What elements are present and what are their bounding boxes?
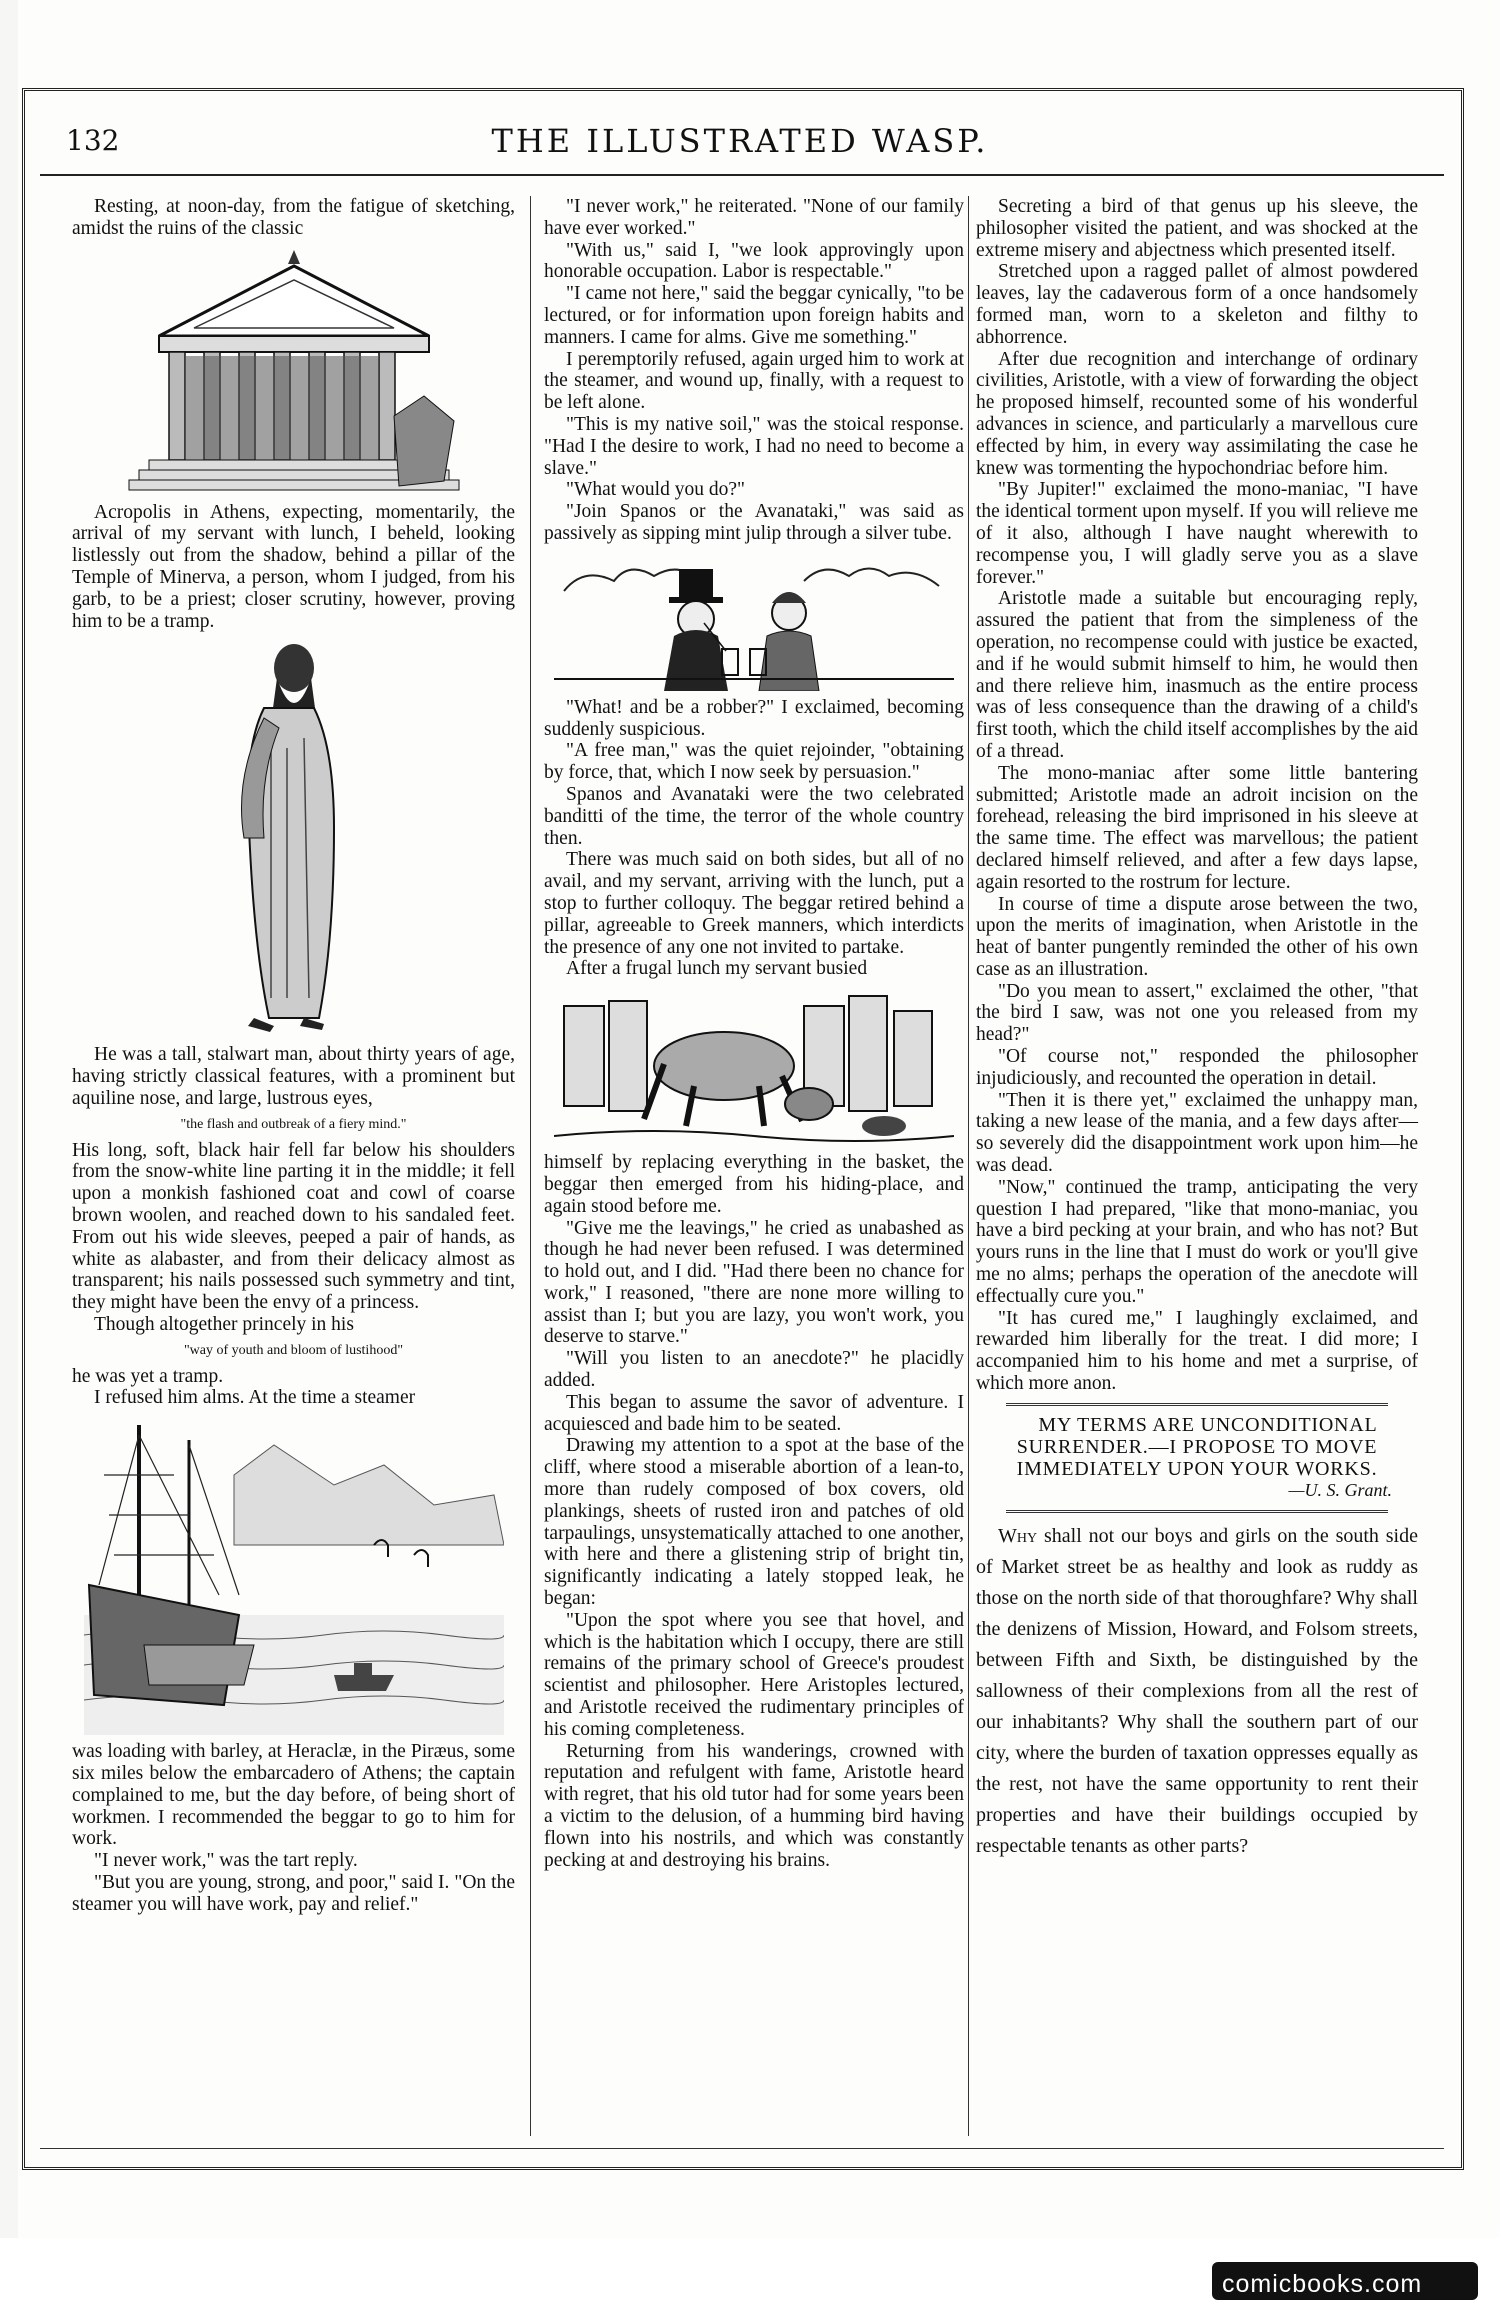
paragraph: "By Jupiter!" exclaimed the mono-maniac, "I have the identical torment upon myself. If you will relieve me of it also, although I have naught wherewith to recompense you, I will gladly serve you as a slave forever." — [976, 479, 1418, 588]
paragraph: Drawing my attention to a spot at the base of the cliff, where stood a miserable abortion of a lean-to, more than rudely composed of box covers, old plankings, sheets of rusted iron and patches of old tarpaulings, unsystematically attached to one another, with here and there a glistening strip of bright tin, significantly indicating a lately stopped leak, he began: — [544, 1435, 964, 1610]
paragraph: His long, soft, black hair fell far below his shoulders from the snow-white line parting it in the middle; it fell upon a monkish fashioned coat and cowl of coarse brown woolen, and reached down to his sandaled feet. From out his wide sleeves, peeped a pair of hands, as white as alabaster, and from their delicacy almost as transparent; his nails possessed such symmetry and tint, they might have been the envy of a princess. — [72, 1139, 515, 1314]
temple-ruins-illustration — [124, 246, 464, 496]
paragraph: "Will you listen to an anecdote?" he placidly added. — [544, 1348, 964, 1392]
column-3 — [976, 196, 1418, 1862]
editorial-lead-word: Why — [998, 1524, 1038, 1547]
paragraph: "This is my native soil," was the stoical response. "Had I the desire to work, I had no need to become a slave." — [544, 413, 964, 479]
editorial-paragraph — [976, 1521, 1418, 1862]
grant-quote-heading: MY TERMS ARE UNCONDITIONAL SURRENDER.—I PROPOSE TO MOVE IMMEDIATELY UPON YOUR WORKS. — [1016, 1413, 1378, 1480]
paragraph: I peremptorily refused, again urged him to work at the steamer, and wound up, finally, with a request to be left alone. — [544, 348, 964, 414]
paragraph: Spanos and Avanataki were the two celebrated banditti of the time, the terror of the whole country then. — [544, 783, 964, 849]
paragraph: After a frugal lunch my servant busied — [566, 958, 868, 980]
paragraph: Secreting a bird of that genus up his sleeve, the philosopher visited the patient, and was shocked at the extreme misery and abjectness which presented itself. — [976, 196, 1418, 261]
paragraph: "What! and be a robber?" I exclaimed, becoming suddenly suspicious. — [544, 696, 964, 740]
column-1 — [72, 196, 515, 1916]
editorial-section — [976, 1521, 1418, 1862]
paragraph: Returning from his wanderings, crowned with reputation and refulgent with fame, Aristotle heard with regret, that his old tutor had for some years been a victim to the delusion, of a humming bird having flown into his nostrils, and which was constantly pecking at and destroying his brains. — [544, 1740, 964, 1871]
editorial-text: shall not our boys and girls on the south side of Market street be as healthy and look as ruddy as those on the north side of that thoroughfare? Why shall the denizens of Mission, Howard, and Folsom streets, between Fifth and Sixth, be distinguished by the sallowness of their complexions from all the rest of our inhabitants? Why shall the southern part of our city, where the burden of taxation oppresses equally as the rest, not have the same opportunity to rent their properties and have their buildings occupied by respectable tenants as other parts? — [976, 1524, 1418, 1857]
paragraph: "Now," continued the tramp, anticipating the very question I had prepared, "like that mono-maniac, you have a bird pecking at your brain, and who has not? But yours runs in the line that I must do work or you'll give me no alms; perhaps the operation of the anecdote will effectually cure you." — [976, 1176, 1418, 1307]
section-divider — [1006, 1510, 1388, 1513]
footer-rule — [40, 2148, 1444, 2149]
paragraph: "With us," said I, "we look approvingly upon honorable occupation. Labor is respectable." — [544, 239, 964, 283]
paragraph: "Then it is there yet," exclaimed the unhappy man, taking a new lease of the mania, and a few days after—so severely did the disappointment work upon him—he was dead. — [976, 1089, 1418, 1177]
paragraph: "Join Spanos or the Avanataki," was said as passively as sipping mint julip through a silver tube. — [544, 501, 964, 544]
paragraph: Resting, at noon-day, from the fatigue of sketching, amidst the ruins of the classic — [72, 196, 515, 239]
page-header — [40, 124, 1440, 168]
paragraph: He was a tall, stalwart man, about thirty years of age, having strictly classical features, with a prominent but aquiline nose, and large, lustrous eyes, — [72, 1044, 515, 1109]
paragraph: This began to assume the savor of adventure. I acquiesced and bade him to be seated. — [544, 1391, 964, 1435]
paragraph: "What would you do?" — [566, 479, 745, 501]
header-rule — [40, 174, 1444, 176]
paragraph: "I never work," was the tart reply. — [94, 1850, 358, 1872]
paragraph: Though altogether princely in his — [94, 1313, 354, 1335]
paragraph: "Give me the leavings," he cried as unabashed as though he had never been refused. I was determined to hold out, and I did. "Had there been no chance for work," I reasoned, "there are none more willing to assist than I; but you are lazy, you won't work, you deserve to starve." — [544, 1217, 964, 1348]
paragraph: "I never work," he reiterated. "None of our family have ever worked." — [544, 196, 964, 239]
paragraph: After due recognition and interchange of ordinary civilities, Aristotle, with a view of forwarding the object he proposed himself, recounted some of his wonderful advances in science, and particularly a marvellous cure effected by him, in every way assimilating the case he knew was tormenting the hypochondriac before him. — [976, 348, 1418, 479]
paragraph: "I came not here," said the beggar cynically, "to be lectured, or for information upon foreign habits and manners. I came for alms. Give me something." — [544, 283, 964, 348]
paragraph: "Do you mean to assert," exclaimed the other, "that the bird I saw, was not one you released from my head?" — [976, 980, 1418, 1046]
paragraph: was loading with barley, at Heraclæ, in the Piræus, some six miles below the embarcadero of Athens; the captain complained to me, but the day before, of being short of workmen. I recommended the beggar to go to him for work. — [72, 1741, 515, 1850]
dog-fence-illustration — [554, 986, 954, 1146]
paragraph: "Of course not," responded the philosopher injudiciously, and recounted the operation in detail. — [976, 1046, 1418, 1089]
steamer-ship-illustration — [84, 1415, 504, 1735]
paragraph: In course of time a dispute arose between the two, upon the merits of imagination, when Aristotle in the heat of banter pungently reminded the other of his own case as an illustration. — [976, 893, 1418, 980]
tramp-figure-illustration — [209, 638, 379, 1038]
scan-edge — [0, 0, 18, 2308]
paragraph: The mono-maniac after some little bantering submitted; Aristotle made an adroit incision on the forehead, releasing the bird imprisoned in his sleeve at the same time. The effect was marvellous; the patient declared himself relieved, and after a few days lapse, again resorted to the rostrum for lecture. — [976, 762, 1418, 893]
paragraph: There was much said on both sides, but all of no avail, and my servant, arriving with the lunch, put a stop to further colloquy. The beggar retired behind a pillar, agreeable to Greek manners, which interdicts the presence of any one not invited to partake. — [544, 849, 964, 958]
paragraph: "But you are young, strong, and poor," said I. "On the steamer you will have work, pay and relief." — [72, 1871, 515, 1915]
paragraph: Acropolis in Athens, expecting, momentarily, the arrival of my servant with lunch, I beheld, looking listlessly out from the shadow, behind a pillar of the Temple of Minerva, a person, whom I judged, from his garb, to be a priest; closer scrutiny, however, proving him to be a tramp. — [72, 501, 515, 632]
page-number: 132 — [66, 124, 120, 157]
section-divider — [1006, 1403, 1388, 1406]
paragraph: "Upon the spot where you see that hovel, and which is the habitation which I occupy, there are still remains of the primary school of Greece's proudest scientist and philosopher. Here Aristoples lectured, and Aristotle received the rudimentary principles of his coming completeness. — [544, 1609, 964, 1740]
paragraph: Stretched upon a ragged pallet of almost powdered leaves, lay the cadaverous form of a once handsomely formed man, worn to a skeleton and filthy to abhorrence. — [976, 261, 1418, 348]
paragraph: "It has cured me," I laughingly exclaimed, and rewarded him liberally for the treat. I did more; I accompanied him to his home and met a surprise, of which more anon. — [976, 1307, 1418, 1395]
masthead-title: THE ILLUSTRATED WASP. — [491, 122, 989, 160]
column-separator — [530, 196, 531, 2136]
paragraph: I refused him alms. At the time a steamer — [94, 1387, 416, 1409]
paragraph: Aristotle made a suitable but encouraging reply, assured the patient that from the simpleness of the operation, no recompense could with justice be exacted, and if he would submit himself to him, he would then and there relieve him, inasmuch as the entire process was of less consequence than the drawing of a child's first tooth, which the child itself accomplishes by the aid of a thread. — [976, 588, 1418, 762]
watermark-text: comicbooks.com — [1222, 2270, 1423, 2298]
paragraph: himself by replacing everything in the basket, the beggar then emerged from his hiding-place, and again stood before me. — [544, 1152, 964, 1217]
paragraph: "A free man," was the quiet rejoinder, "obtaining by force, that, which I now seek by persuasion." — [544, 740, 964, 784]
paragraph: he was yet a tramp. — [72, 1365, 224, 1387]
quotation: "the flash and outbreak of a fiery mind." — [180, 1116, 407, 1132]
column-2 — [544, 196, 964, 1871]
grant-quote-signature: —U. S. Grant. — [1288, 1479, 1392, 1500]
quotation: "way of youth and bloom of lustihood" — [183, 1342, 404, 1358]
column-separator — [968, 196, 969, 2136]
drinking-figures-illustration — [554, 551, 954, 691]
